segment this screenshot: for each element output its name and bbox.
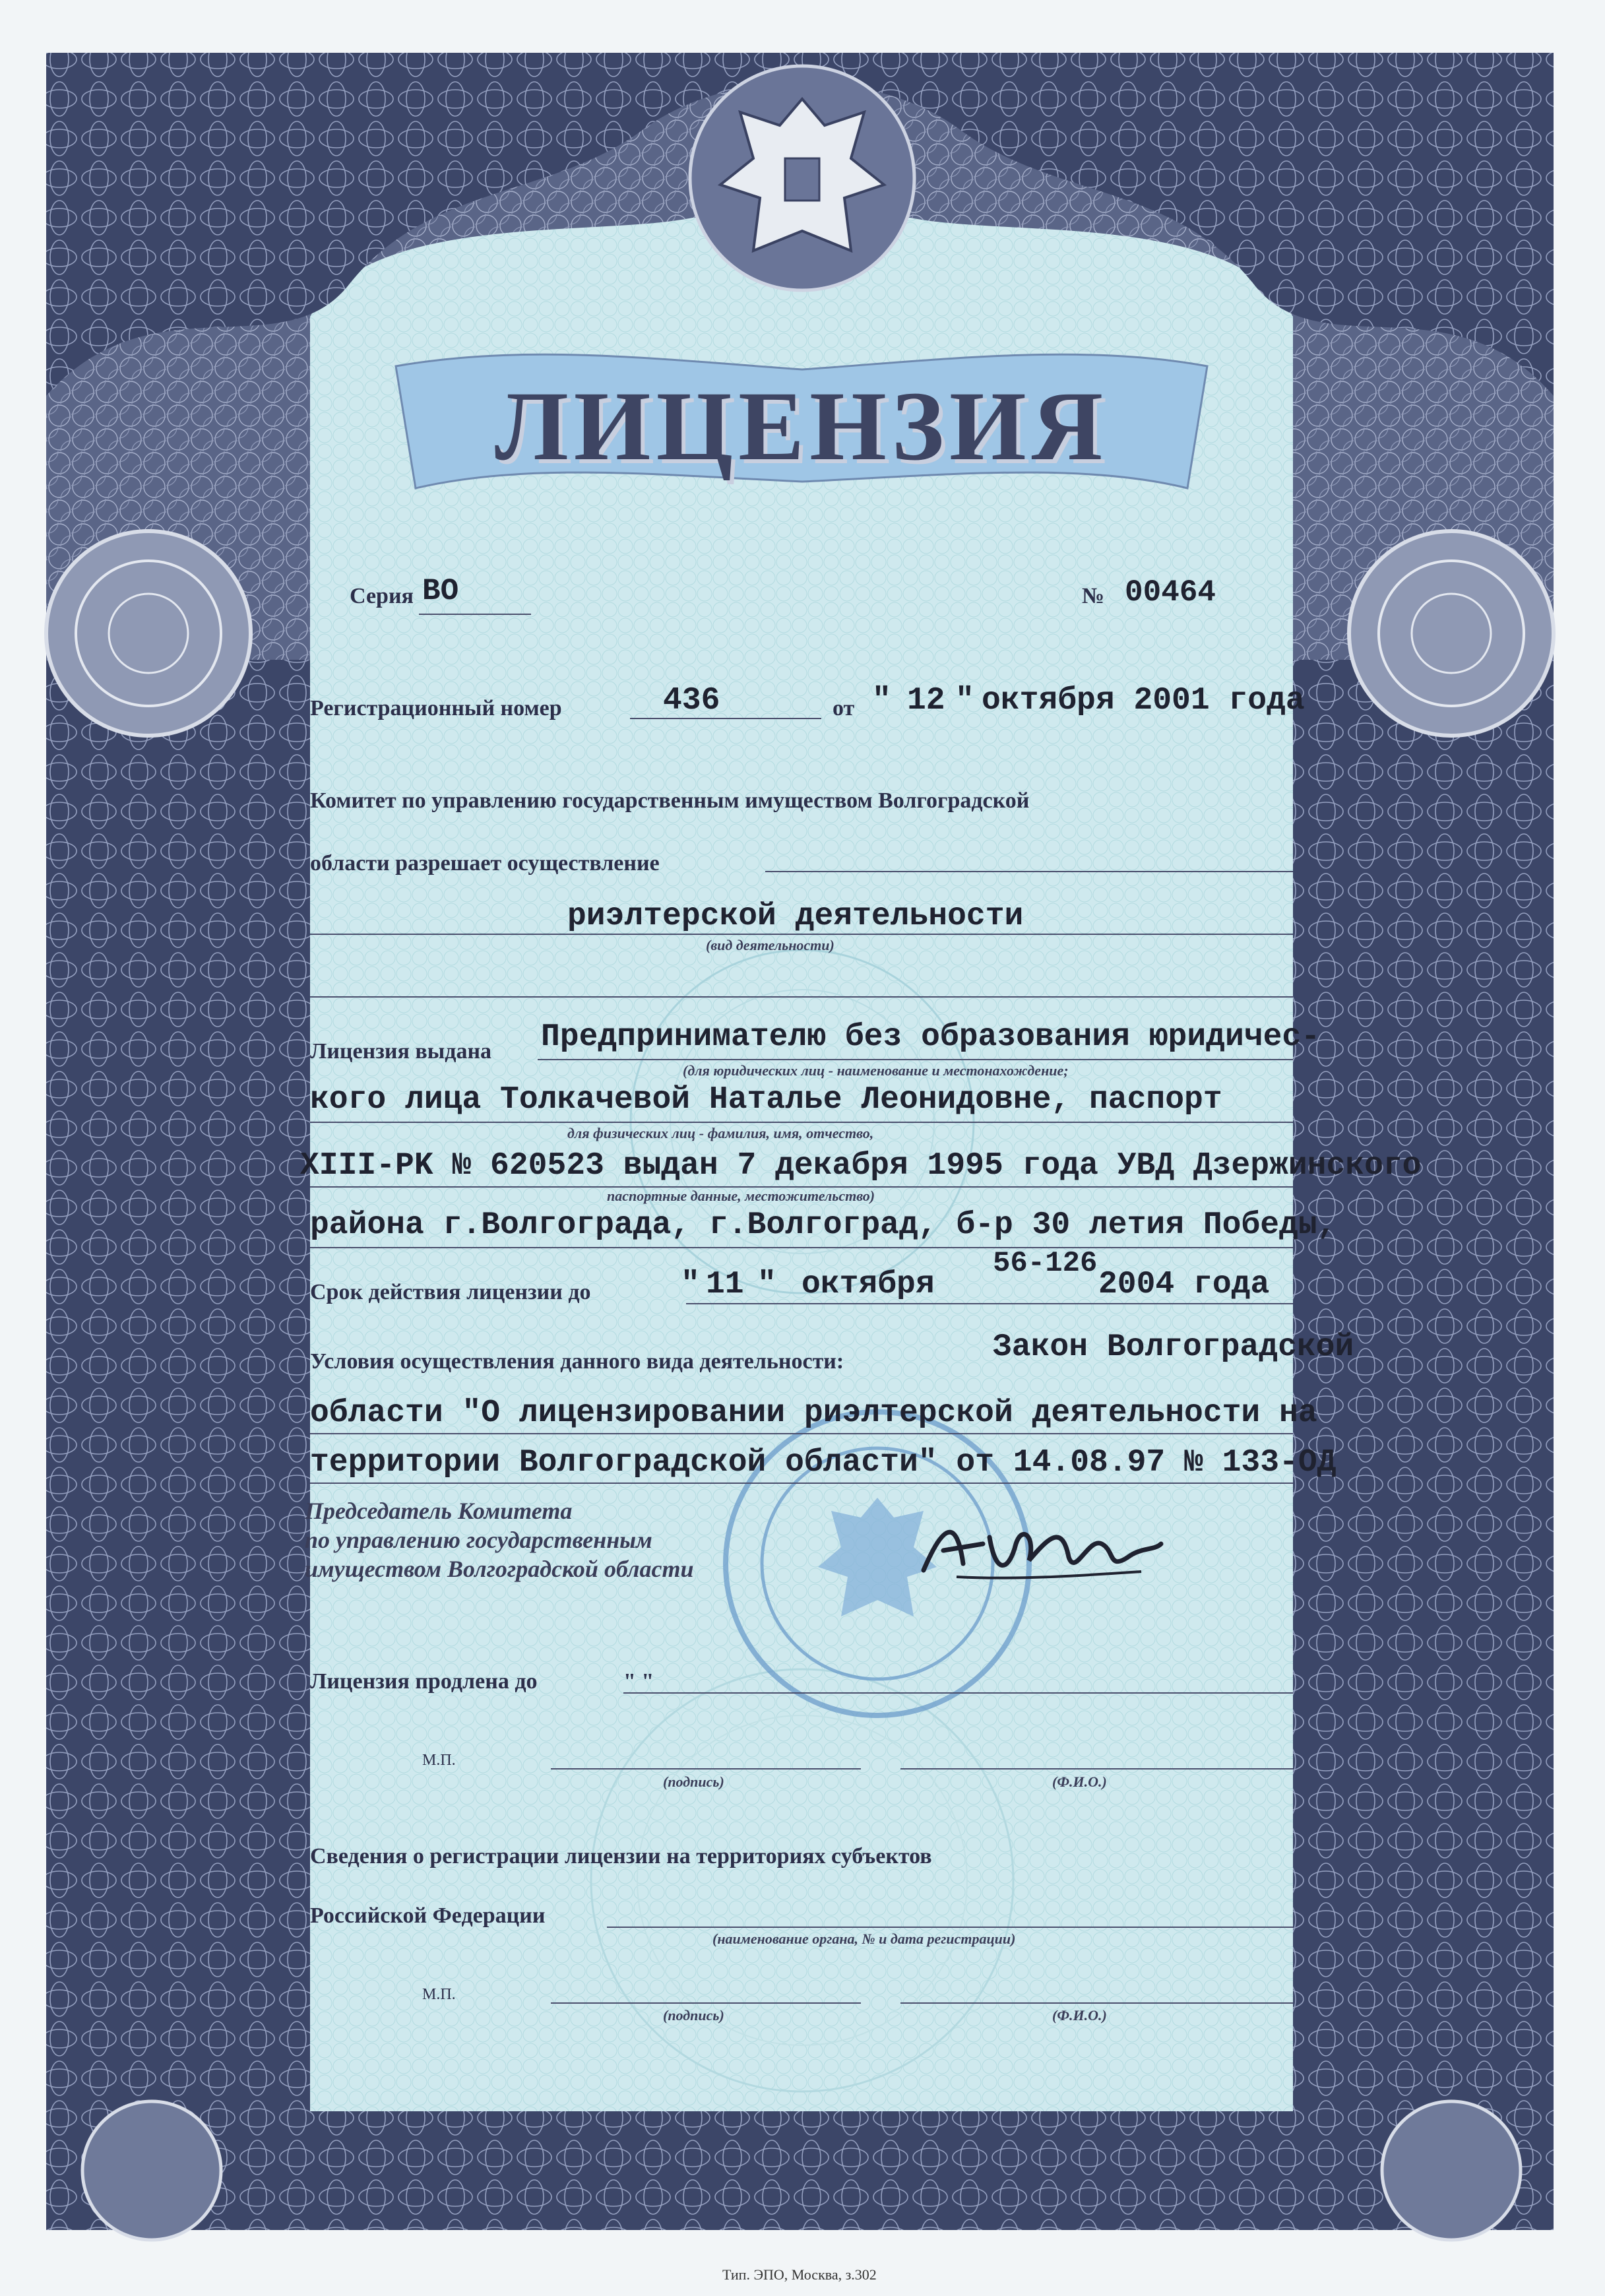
regions-sign-hint: (подпись) <box>663 2007 724 2024</box>
committee-line-2: области разрешает осуществление <box>310 851 660 876</box>
regions-mp: М.П. <box>422 1986 456 2003</box>
number-label: № <box>1082 584 1105 608</box>
extension-label: Лицензия продлена до <box>310 1669 538 1694</box>
registration-close-quote: " <box>955 683 974 718</box>
extension-sign-hint: (подпись) <box>663 1773 724 1790</box>
registration-label: Регистрационный номер <box>310 696 562 720</box>
regions-fio-hint: (Ф.И.О.) <box>1052 2007 1107 2024</box>
signature <box>917 1498 1168 1590</box>
validity-month: октября <box>802 1267 935 1302</box>
issued-line-3: XIII-PK № 620523 выдан 7 декабря 1995 года УВД Дзержинского <box>300 1148 1422 1184</box>
regions-label: Российской Федерации <box>310 1903 546 1928</box>
series-label: Серия <box>350 584 414 608</box>
series-value: ВО <box>422 574 459 608</box>
committee-line-1: Комитет по управлению государственным имуществом Волгоградской <box>310 788 1030 813</box>
registration-date: октября 2001 года <box>982 683 1305 718</box>
issued-hint-2: для физических лиц - фамилия, имя, отчество, <box>567 1125 874 1141</box>
address-tail: 56-126 <box>993 1247 1098 1280</box>
conditions-line-2: области "О лицензировании риэлтерской деятельности на <box>310 1395 1317 1431</box>
printer-info: Тип. ЭПО, Москва, з.302 <box>722 2266 877 2283</box>
activity-hint: (вид деятельности) <box>706 937 834 953</box>
signatory-line-2: по управлению государственным <box>305 1527 652 1553</box>
extension-mp: М.П. <box>422 1752 456 1769</box>
issued-line-1: Предпринимателю без образования юридичес- <box>541 1019 1320 1055</box>
conditions-line-1: Закон Волгоградской <box>993 1329 1354 1365</box>
coat-of-arms-icon <box>690 66 914 290</box>
registration-number: 436 <box>663 683 720 718</box>
regions-hint: (наименование органа, № и дата регистрации) <box>712 1930 1016 1947</box>
conditions-label: Условия осуществления данного вида деятельности: <box>310 1349 844 1374</box>
extension-fio-hint: (Ф.И.О.) <box>1052 1773 1107 1790</box>
registration-from-label: от <box>833 696 855 720</box>
license-number: 00464 <box>1125 575 1216 610</box>
issued-label: Лицензия выдана <box>310 1039 492 1064</box>
validity-year: 2004 года <box>1098 1267 1270 1302</box>
validity-open-quote: " <box>681 1267 700 1302</box>
issued-hint-1: (для юридических лиц - наименование и местонахождение; <box>683 1062 1069 1079</box>
extension-quotes: " " <box>623 1669 654 1694</box>
license-title: ЛИЦЕНЗИЯ <box>494 371 1108 481</box>
issued-line-4: района г.Волгограда, г.Волгоград, б-р 30 летия Победы, <box>310 1207 1337 1243</box>
validity-day: 11 <box>706 1267 744 1302</box>
conditions-line-3: территории Волгоградской области" от 14.08.97 № 133-ОД <box>310 1445 1337 1481</box>
validity-close-quote: " <box>757 1267 776 1302</box>
registration-open-quote: " <box>872 683 891 718</box>
registration-day: 12 <box>907 683 945 718</box>
activity-value: риэлтерской деятельности <box>567 899 1024 934</box>
signatory-line-1: Председатель Комитета <box>305 1498 573 1524</box>
signatory-line-3: имуществом Волгоградской области <box>305 1556 694 1582</box>
issued-hint-3: паспортные данные, местожительство) <box>607 1188 875 1204</box>
regions-line-1: Сведения о регистрации лицензии на территориях субъектов <box>310 1844 932 1868</box>
validity-label: Срок действия лицензии до <box>310 1280 591 1304</box>
issued-line-2: кого лица Толкачевой Наталье Леонидовне, паспорт <box>310 1082 1222 1118</box>
